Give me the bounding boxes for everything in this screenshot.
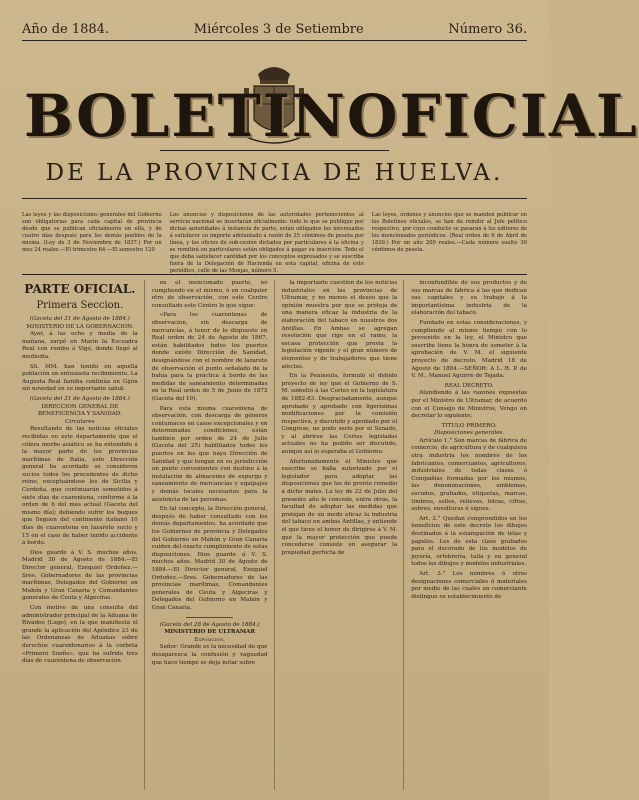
masthead-subtitle: DE LA PROVINCIA DE HUELVA.: [45, 160, 504, 186]
note-right: Las leyes, órdenes y anuncios que se manden publicar en los Boletines oficiales, se han de remitir al Jefe político respectivo, por cuyo conducto se pasarán á los editores de los mencionados periódicos. (Real orden de 6 de Abril de 1839.) Por un año 200 reales.—Cada número suelto 30 céntimos de peseta.: [371, 212, 527, 253]
section-heading: PARTE OFICIAL.: [24, 282, 136, 296]
paragraph: Señor: Grande es la necesidad de que desaparezca la confusión y vaguedad que hace tiempo se deja notar sobre: [151, 644, 268, 666]
subtitle-rule: [22, 198, 527, 199]
provisions-heading: Disposiciones generales.: [434, 430, 505, 437]
paragraph: Artículo 1.° Son marcas de fábrica de comercio, de agricultura y de cualquiera otra industria los nombres de los fabricantes, comerciantes, agricultores, industriales de todas clases ó Compañías formadas por los mismos, las denominaciones, emblemas, escudos, grabados, etiquetas, marcas, timbres, sellos, relieves, letras, cifras, sobres, envolturas ó signos.: [411, 437, 527, 513]
paragraph: En la Península, formuló el debido proyecto de ley que el Gobierno de S. M. sometió á las Cortes en la legislatura de 1882-83. Desgraciadamente, aunque aprobado y aprobado con ligerísimas modificaciones por la comisión respectiva, y discutido y aprobado por el Congreso, no pudo serlo por el Senado, y al abrirse las Cortes legisladas actuales no ha podido ser discutido, aunque así lo esperaba el Gobierno.: [281, 373, 398, 456]
column-4: [411, 280, 527, 790]
paragraph: Afortunadamente el Ministro que suscribe se halla autorizado por el legislador para adoptar las disposiciones que las de pronto remedio á dicho males. La ley de 22 de Julio del presente año le concede, entre otras, la facultad de adoptar las medidas que protejan de un modo eficaz la industria del tabaco en ambas Antillas, y entiende el que tiene el honor de dirigirse á V. M. que la mayor protección que puede concederse consiste en asegurar la propiedad perfecta de: [281, 458, 398, 556]
title-word-1: BOLETIN: [24, 82, 347, 150]
column-3: [282, 280, 405, 790]
paragraph: Art. 3.° Los nombres ó otros designaciones comerciales ó materiales por medio de las cuales un comerciante distingue su establecimiento de: [411, 570, 527, 600]
directorate-heading: DIRECCION GENERAL DE BENEFICENCIA Y SANIDAD.: [37, 403, 122, 418]
paragraph: Ayer, á las ocho y media de la mañana, zarpó en Marín la Escuadra Real con rumbo á Vigo, donde llegó al mediodía.: [22, 331, 138, 360]
note-center: Los anuncios y disposiciones de las autoridades pertenecientes al servicio nacional se insertarán oficialmente: todo lo que se publique por dichas autoridades á instancia de parte, están obligados los interesados á satisfacer su importe adelantado á razón de 25 céntimos de peseta por línea, y los oficios de sub-cesión dictados por particulares á la oficina y se remitirá en particulares están obligados á pagar su inserción. Todo el que deba satisfacer cantidad por los conceptos expresados y se suscriba fuera de la Delegación de Hacienda en esta capital, oficina de este periódico, calle de las Monjas, número 5.: [169, 212, 364, 274]
title-rule: [160, 150, 389, 151]
date-label: Miércoles 3 de Setiembre: [193, 22, 364, 37]
header-rule: [22, 40, 527, 41]
title-heading: TITULO PRIMERO.: [441, 422, 497, 429]
decree-heading: REAL DECRETO.: [444, 382, 494, 389]
paragraph: Para esta misma cuarentena de observación, con descarga de géneros contumaces en casos excepcionales y en determinadas condiciones, están también por orden de 24 de Julio (Gaceta del 25) habilitados todos los puertos en los que haya Dirección de Sanidad y que tengan en su jurisdicción un punto convenientes con destino á la instalación de almacenes de expurgo y saneamiento de mercancías y equipajes y demás locales necesarios para la asistencia de las personas.: [151, 405, 268, 503]
paragraph: en el mencionado puerto, no cumpliendo en el mismo, ó en cualquier otro de observación, con este Centro consultado este Centro lo que sigue:: [151, 280, 268, 309]
article-columns: [22, 280, 527, 790]
circulars-heading: Circulares: [65, 418, 95, 425]
notes-rule: [22, 274, 527, 275]
gazette-date: (Gaceta del 28 de Agosto de 1884.): [159, 621, 260, 628]
paragraph: «Para los cuarentenas de observación, sin descarga de mercancías, á tenor de lo dispuesto en Real orden de 24 de Agosto de 1867, están habilitados todos los puertos donde existe Dirección de Sanidad, designándose con el nombre de lazareto de observación el punto señalado de la bahía para la práctica á bordo de las medidas de saneamiento determinadas en la Real orden de 5 de Junio de 1872 (Gaceta del 10).: [151, 312, 268, 402]
paragraph: Atendiendo á las razones expuestas por el Ministro de Ultramar, de acuerdo con el Consejo de Ministros, Vengo en decretar lo siguiente:: [411, 390, 527, 420]
paragraph: Fundado en estas consideraciones, y cumpliendo al mismo tiempo con lo prevenido en la ley, el Ministro que suscribe tiene la honra de someter á la aprobación de V. M. el siguiente proyecto de decreto. Madrid 18 de Agosto de 1884.—SEÑOR: A L. R. P. de V. M., Manuel Aguirre de Tejada.: [411, 319, 527, 380]
note-left: Las leyes y las disposiciones generales del Gobierno son obligatorias para cada capital de provincia desde que se publican oficialmente en ella, y de cuatro días después para los demás pueblos de la misma. (Ley de 3 de Noviembre de 1837.) Por un mes 24 reales.—El trimestre 64 —El semestre 120: [22, 212, 162, 253]
publication-notes: [22, 212, 527, 274]
paragraph: SS. MM. han tenido en aquella población un entusiasta recibimiento. La Augusta Real familia continúa en Gijón sin novedad en su importante salud.: [22, 363, 138, 393]
ministry-heading: MINISTERIO DE ULTRAMAR: [164, 629, 256, 636]
issue-number: Número 36.: [448, 22, 527, 37]
gazette-date: (Gaceta del 31 de Agosto de 1884.): [29, 316, 130, 322]
paragraph: Art. 2.° Quedan comprendidos en los beneficios de este decreto los dibujos destinados á la estampación de telas y papeles. Los de esta clase grabados para el decorado de los modelos de joyería, orfebrería, talla y en general todos los dibujos y modelos industriales.: [411, 515, 527, 568]
gazette-date: (Gaceta del 31 de Agosto de 1884.): [29, 395, 130, 402]
paragraph: Resultando de las noticias oficiales recibidas en este departamento que el cólera morbo asiático se ha extendido á la mayor parte de los provincias marítimas de Italia, este Dirección general ha acordado se consideren sucios todos los procedentes de dicho reino, exceptuándose los de Sicilia y Cerdeña, que continuarán sometidos á siete días de cuarentena, conforme á la orden de 6 del mes actual (Gaceta del mismo día); debiendo sufrir los buques que lleguen del continente italiano 10 días de cuarentena en lazareto sucio y 15 en el caso de haber tenido accidente á bordo.: [22, 426, 138, 547]
title-word-2: OFICIAL: [346, 82, 639, 150]
masthead-title: [0, 82, 639, 150]
year-label: Año de 1884.: [22, 22, 110, 37]
paragraph: Con motivo de una consulta del administrador principal de la Aduana de Rivadeo (Lugo), en la que manifiesta el grande la aplicación del Apéndice 23 de las Ordenanzas de Aduanas sobre derechos cuarentenarios á la corbeta «Primero Sueño», que ha sufrido tres días de cuarentena de observación: [22, 604, 138, 665]
paragraph: En tal concepto, la Dirección general, después de haber consultado con los demás departamentos, ha acordado que los Gobiernos de provincia y Delegados del Gobierno en Mahón y Gran Canaria cuiden del exacto cumplimiento de estas disposiciones. Dios guarde á V. S. muchos años. Madrid 30 de Agosto de 1884.—El Director general, Ezequiel Ordoñez.—Sres. Gobernadores de las provincias marítimas, Comandantes generales de Ceuta y Algeciras y Delegados del Gobierno en Mahón y Gran Canaria.: [151, 506, 268, 611]
exposition-heading: Exposicion.: [194, 636, 225, 643]
column-1: [22, 280, 145, 790]
column-2: [152, 280, 275, 790]
paragraph: Dios guarde á V. S. muchos años. Madrid 30 de Agosto de 1884.—El Director general, Ezequiel Ordoñez.—Sres. Gobernadores de las provincias marítimas, Delegados del Gobierno en Mahón y Gran Canaria y Comandantes generales de Ceuta y Algeciras.: [22, 549, 138, 602]
paragraph: inconfundible de sus productos y de sus marcas de fábrica á las que dedican sus capitales y su trabajo á la importantísima industria de la elaboración del tabaco.: [411, 280, 527, 317]
ministry-heading: MINISTERIO DE LA GOBERNACION.: [26, 323, 134, 330]
section-subheading: Primera Seccion.: [36, 300, 124, 311]
masthead-dateline: [22, 22, 527, 37]
paragraph: la importante cuestión de los noticias industriales en las provincias de Ultramar, y no menos el deseo que la opinión muestra por que se proteja de una manera eficaz la industria de la elaboración del tabaco en nuestros dos Antillas. En Ambas se agregan resolución que rige en el ramo, la escasa protección que presta la legislación vigente y el gran número de elementos y de trabajadores que tiene afectos.: [281, 280, 398, 370]
separator: [186, 617, 232, 618]
